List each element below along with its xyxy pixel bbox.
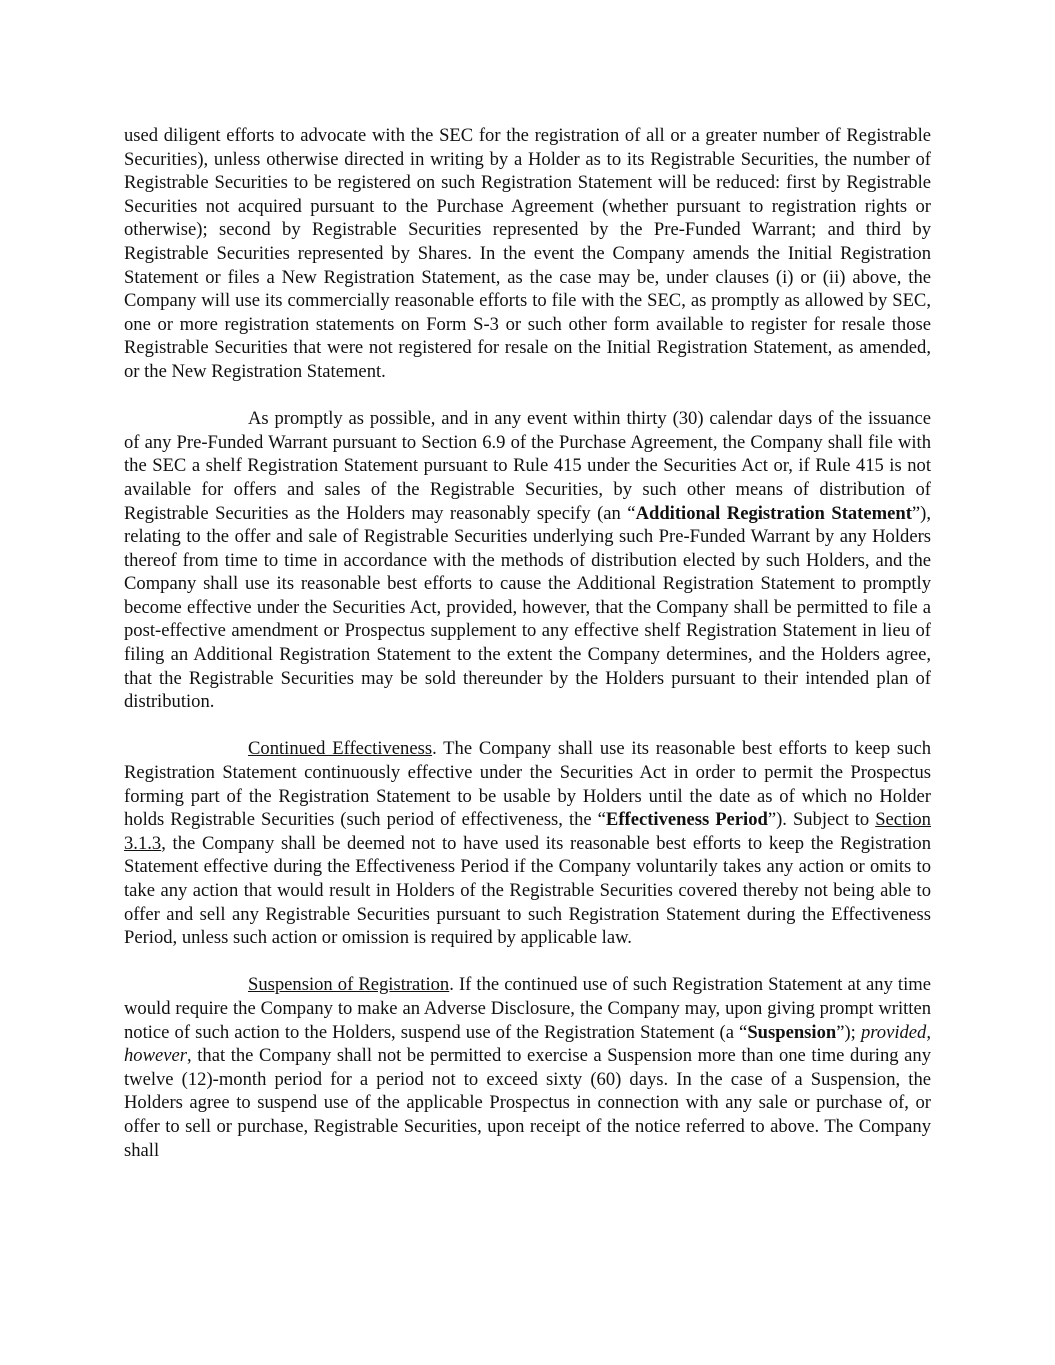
paragraph-suspension-of-registration	[124, 973, 931, 1162]
paragraph-text: used diligent efforts to advocate with the SEC for the registration of all or a greater number of Registrable Securities), unless otherwise directed in writing by a Holder as to its Registrable Securities, the number of Registrable Securities to be registered on such Registration Statement will be reduced: first by Registrable Securities not acquired pursuant to the Purchase Agreement (whether pursuant to registration rights or otherwise); second by Registrable Securities represented by the Pre-Funded Warrant; and third by Registrable Securities represented by Shares. In the event the Company amends the Initial Registration Statement or files a New Registration Statement, as the case may be, under clauses (i) or (ii) above, the Company will use its commercially reasonable efforts to file with the SEC, as promptly as allowed by SEC, one or more registration statements on Form S-3 or such other form available to register for resale those Registrable Securities that were not registered for resale on the Initial Registration Statement, as amended, or the New Registration Statement.	[124, 125, 931, 382]
paragraph-registration-reduction	[124, 124, 931, 384]
document-page	[124, 124, 931, 1162]
paragraph-text: . The Company shall use its reasonable best efforts to keep such Registration Statement continuously effective under the Securities Act in order to permit the Prospectus forming part of the Registration Statement to be usable by Holders until the date as of which no Holder holds Registrable Securities (such period of effectiveness, the “	[124, 738, 931, 831]
section-reference-3-1-3: Section 3.1.3	[124, 809, 931, 854]
paragraph-text: ”). Subject to	[767, 809, 876, 831]
paragraph-text: ”);	[836, 1021, 861, 1043]
defined-term-effectiveness-period: Effectiveness Period	[605, 809, 768, 831]
paragraph-text: , the Company shall be deemed not to have used its reasonable best efforts to keep the Registration Statement effective during the Effectiveness Period if the Company voluntarily takes any action or omits to take any action that would result in Holders of the Registrable Securities covered thereby not being able to offer and sell any Registrable Securities pursuant to such Registration Statement during the Effectiveness Period, unless such action or omission is required by applicable law.	[124, 832, 931, 949]
paragraph-continued-effectiveness	[124, 737, 931, 949]
defined-term-additional-registration-statement: Additional Registration Statement	[635, 502, 912, 524]
defined-term-suspension: Suspension	[747, 1021, 837, 1043]
paragraph-text: . If the continued use of such Registration Statement at any time would require the Company to make an Adverse Disclosure, the Company may, upon giving prompt written notice of such action to the Holders, suspend use of the Registration Statement (a “	[124, 974, 931, 1043]
proviso-provided-however: provided, however	[124, 1021, 931, 1067]
paragraph-text: As promptly as possible, and in any event within thirty (30) calendar days of the issuance of any Pre-Funded Warrant pursuant to Section 6.9 of the Purchase Agreement, the Company shall file with the SEC a shelf Registration Statement pursuant to Rule 415 under the Securities Act or, if Rule 415 is not available for offers and sales of the Registrable Securities, by such other means of distribution of Registrable Securities as the Holders may reasonably specify (an “	[124, 408, 931, 524]
section-heading-suspension-of-registration: Suspension of Registration	[248, 974, 450, 996]
paragraph-additional-registration	[124, 407, 931, 714]
paragraph-text: , that the Company shall not be permitted to exercise a Suspension more than one time during any twelve (12)-month period for a period not to exceed sixty (60) days. In the case of a Suspension, the Holders agree to suspend use of the applicable Prospectus in connection with any sale or purchase of, or offer to sell or purchase, Registrable Securities, upon receipt of the notice referred to above. The Company shall	[124, 1045, 931, 1161]
section-heading-continued-effectiveness: Continued Effectiveness	[248, 738, 433, 760]
paragraph-text: ”), relating to the offer and sale of Registrable Securities underlying such Pre-Funded Warrant by any Holders thereof from time to time in accordance with the methods of distribution elected by such Holders, and the Company shall use its reasonable best efforts to cause the Additional Registration Statement to promptly become effective under the Securities Act, provided, however, that the Company shall be permitted to file a post-effective amendment or Prospectus supplement to any effective shelf Registration Statement in lieu of filing an Additional Registration Statement to the extent the Company determines, and the Holders agree, that the Registrable Securities may be sold thereunder by the Holders pursuant to their intended plan of distribution.	[124, 502, 931, 713]
